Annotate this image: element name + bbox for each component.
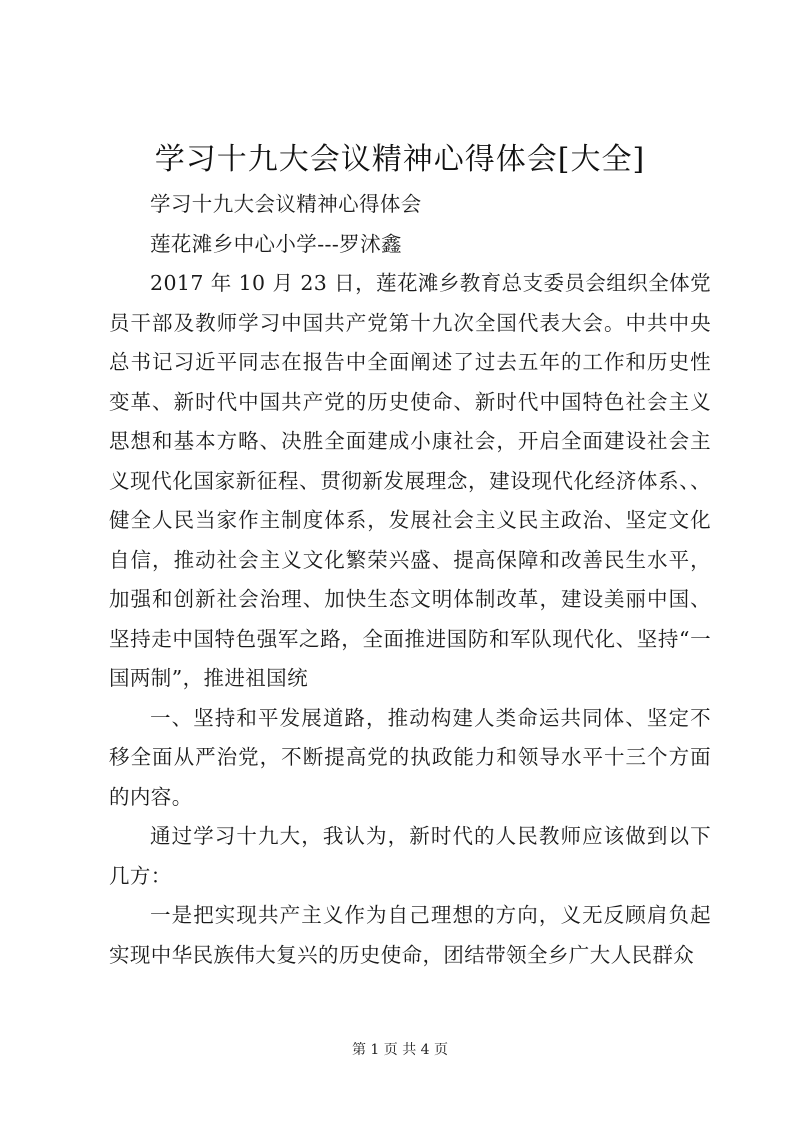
author-paragraph: 莲花滩乡中心小学---罗沭鑫 xyxy=(150,231,402,256)
subtitle-paragraph: 学习十九大会议精神心得体会 xyxy=(150,192,422,216)
document-body xyxy=(109,185,711,975)
body-paragraph: 2017 年 10 月 23 日，莲花滩乡教育总支委员会组织全体党员干部及教师学习中国共产党第十九次全国代表大会。中共中央总书记习近平同志在报告中全面阐述了过去五年的工作和历史性变革、新时代中国共产党的历史使命、新时代中国特色社会主义思想和基本方略、决胜全面建成小康社会，开启全面建设社会主义现代化国家新征程、贯彻新发展理念，建设现代化经济体系、、健全人民当家作主制度体系，发展社会主义民主政治、坚定文化自信，推动社会主义文化繁荣兴盛、提高保障和改善民生水平，加强和创新社会治理、加快生态文明体制改革，建设美丽中国、坚持走中国特色强军之路，全面推进国防和军队现代化、坚持“一国两制”，推进祖国统 xyxy=(109,271,711,690)
body-paragraph: 通过学习十九大，我认为，新时代的人民教师应该做到以下几方： xyxy=(109,824,711,888)
document-title: 学习十九大会议精神心得体会[大全] xyxy=(154,142,646,177)
body-paragraph: 一、坚持和平发展道路，推动构建人类命运共同体、坚定不移全面从严治党，不断提高党的执政能力和领导水平十三个方面的内容。 xyxy=(109,705,711,809)
page-footer: 第 1 页 共 4 页 xyxy=(351,1042,449,1058)
body-paragraph: 一是把实现共产主义作为自己理想的方向，义无反顾肩负起实现中华民族伟大复兴的历史使命，团结带领全乡广大人民群众 xyxy=(109,903,711,967)
